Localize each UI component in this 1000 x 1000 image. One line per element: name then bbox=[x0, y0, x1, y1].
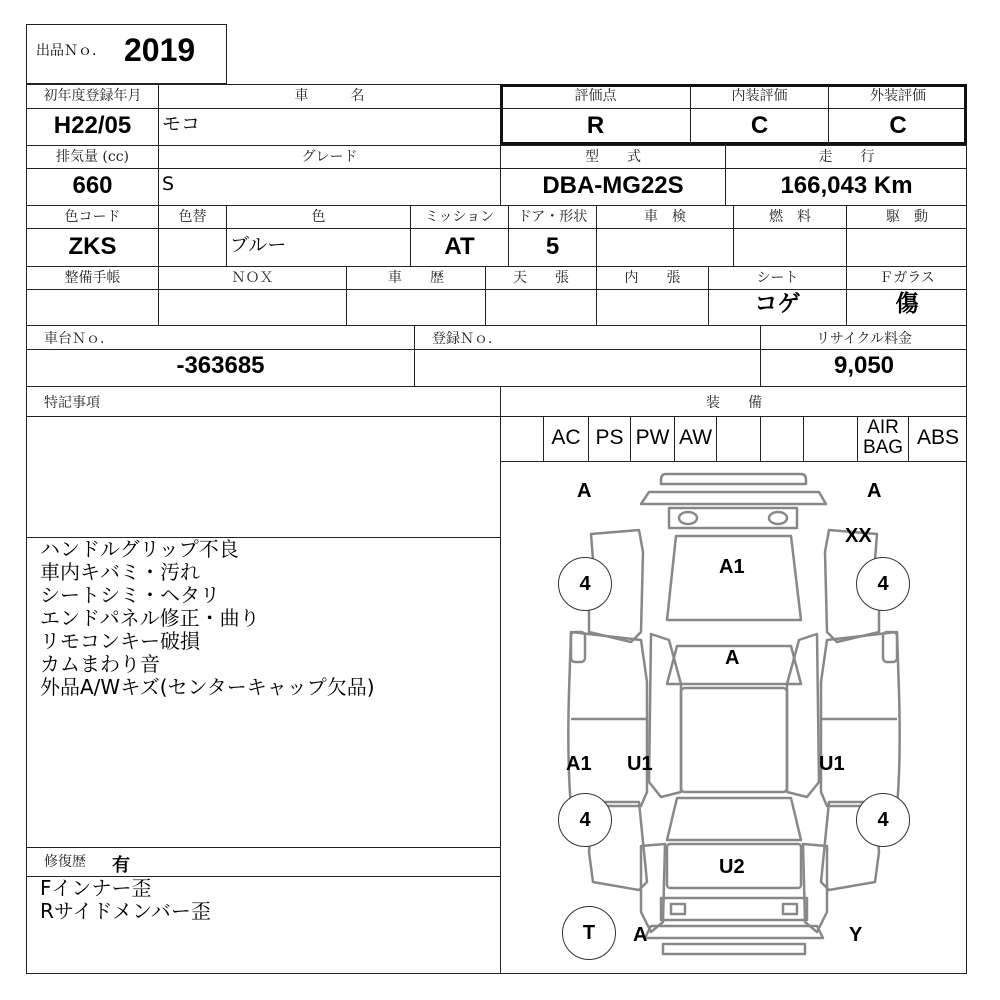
lot-label: 出品Ｎｏ． bbox=[36, 43, 106, 59]
reg-date-value: H22/05 bbox=[53, 112, 132, 139]
repair-list bbox=[40, 877, 211, 923]
note-line: エンドパネル修正・曲り bbox=[40, 606, 260, 630]
front-glass-value: 傷 bbox=[895, 291, 919, 317]
equipment-label: 装 備 bbox=[706, 395, 762, 411]
equipment-ac: AC bbox=[551, 426, 581, 449]
note-line: リモコンキー破損 bbox=[40, 629, 200, 653]
registration-label: 登録Ｎｏ． bbox=[432, 331, 502, 347]
note-line: 車内キバミ・汚れ bbox=[40, 560, 200, 584]
equipment-airbag: AIR BAG bbox=[862, 417, 904, 458]
history-label: 車 歴 bbox=[388, 270, 444, 286]
tire-front-right: 4 bbox=[856, 557, 910, 611]
damage-right-door: U1 bbox=[819, 753, 845, 775]
mission-label: ミッション bbox=[424, 209, 495, 225]
car-name-value: モコ bbox=[162, 113, 201, 135]
tire-front-left: 4 bbox=[558, 557, 612, 611]
note-line: ハンドルグリップ不良 bbox=[40, 537, 239, 561]
score-value: R bbox=[586, 112, 605, 139]
exterior-value: C bbox=[889, 112, 907, 139]
exterior-label: 外装評価 bbox=[870, 88, 926, 104]
color-code-value: ZKS bbox=[68, 233, 117, 260]
grade-label: グレード bbox=[301, 149, 358, 165]
recycle-fee-value: 9,050 bbox=[833, 352, 895, 379]
model-value: DBA-MG22S bbox=[542, 172, 684, 199]
equipment-ps: PS bbox=[595, 426, 624, 449]
nox-label: ＮＯＸ bbox=[231, 270, 274, 286]
displacement-label: 排気量 (cc) bbox=[55, 149, 130, 165]
equipment-pw: PW bbox=[635, 426, 670, 449]
damage-rear-bumper: A bbox=[633, 924, 648, 946]
car-damage-diagram bbox=[501, 462, 967, 973]
damage-right-fender: XX bbox=[845, 525, 872, 547]
seat-value: コゲ bbox=[754, 291, 801, 317]
note-line: シートシミ・ヘタリ bbox=[40, 583, 220, 607]
repaint-label: 色替 bbox=[178, 209, 207, 225]
color-label: 色 bbox=[311, 209, 326, 225]
chassis-value: -363685 bbox=[176, 352, 265, 379]
damage-rear-right: Y bbox=[849, 924, 863, 946]
spare-tire: T bbox=[562, 906, 616, 960]
maintenance-book-label: 整備手帳 bbox=[64, 270, 121, 286]
car-name-label: 車 名 bbox=[294, 88, 365, 104]
drive-label: 駆 動 bbox=[886, 209, 928, 225]
color-value: ブルー bbox=[230, 234, 287, 256]
model-label: 型 式 bbox=[585, 149, 641, 165]
damage-roof: A bbox=[725, 647, 740, 669]
interior-label: 内装評価 bbox=[731, 88, 788, 104]
score-label: 評価点 bbox=[574, 88, 617, 104]
repair-line: Fインナー歪 bbox=[40, 876, 152, 900]
ceiling-label: 天 張 bbox=[513, 270, 569, 286]
inspection-label: 車 検 bbox=[644, 209, 686, 225]
front-glass-label: Ｆガラス bbox=[879, 270, 935, 286]
damage-trunk: U2 bbox=[719, 856, 745, 878]
equipment-abs: ABS bbox=[916, 426, 960, 449]
interior-value: C bbox=[750, 112, 769, 139]
repair-history-label: 修復歴 bbox=[44, 854, 86, 870]
mileage-value: 166,043 Km bbox=[780, 172, 913, 199]
tire-rear-left: 4 bbox=[558, 793, 612, 847]
mission-value: AT bbox=[444, 233, 475, 260]
damage-left-door: U1 bbox=[627, 753, 653, 775]
displacement-value: 660 bbox=[72, 172, 113, 199]
lot-number: 2019 bbox=[124, 32, 196, 68]
notes-list bbox=[40, 538, 375, 699]
damage-hood: A1 bbox=[719, 556, 745, 578]
seat-label: シート bbox=[756, 270, 799, 286]
note-line: 外品A/Wキズ(センターキャップ欠品) bbox=[40, 675, 375, 699]
note-line: カムまわり音 bbox=[40, 652, 160, 676]
mileage-label: 走 行 bbox=[818, 149, 875, 165]
inner-lining-label: 内 張 bbox=[624, 270, 681, 286]
equipment-aw: AW bbox=[678, 426, 713, 449]
fuel-label: 燃 料 bbox=[769, 209, 811, 225]
repair-line: Rサイドメンバー歪 bbox=[40, 899, 211, 923]
recycle-fee-label: リサイクル料金 bbox=[815, 331, 913, 347]
tire-rear-right: 4 bbox=[856, 793, 910, 847]
chassis-label: 車台Ｎｏ． bbox=[44, 331, 114, 347]
grade-value: S bbox=[162, 173, 175, 195]
reg-date-label: 初年度登録年月 bbox=[43, 88, 142, 104]
damage-front-right: A bbox=[867, 480, 882, 502]
damage-front-left: A bbox=[577, 480, 592, 502]
door-value: 5 bbox=[545, 233, 560, 260]
repair-history-value: 有 bbox=[112, 855, 130, 876]
notes-label: 特記事項 bbox=[44, 395, 100, 411]
door-label: ドア・形状 bbox=[517, 209, 588, 225]
damage-left-side: A1 bbox=[566, 753, 592, 775]
color-code-label: 色コード bbox=[64, 209, 121, 225]
